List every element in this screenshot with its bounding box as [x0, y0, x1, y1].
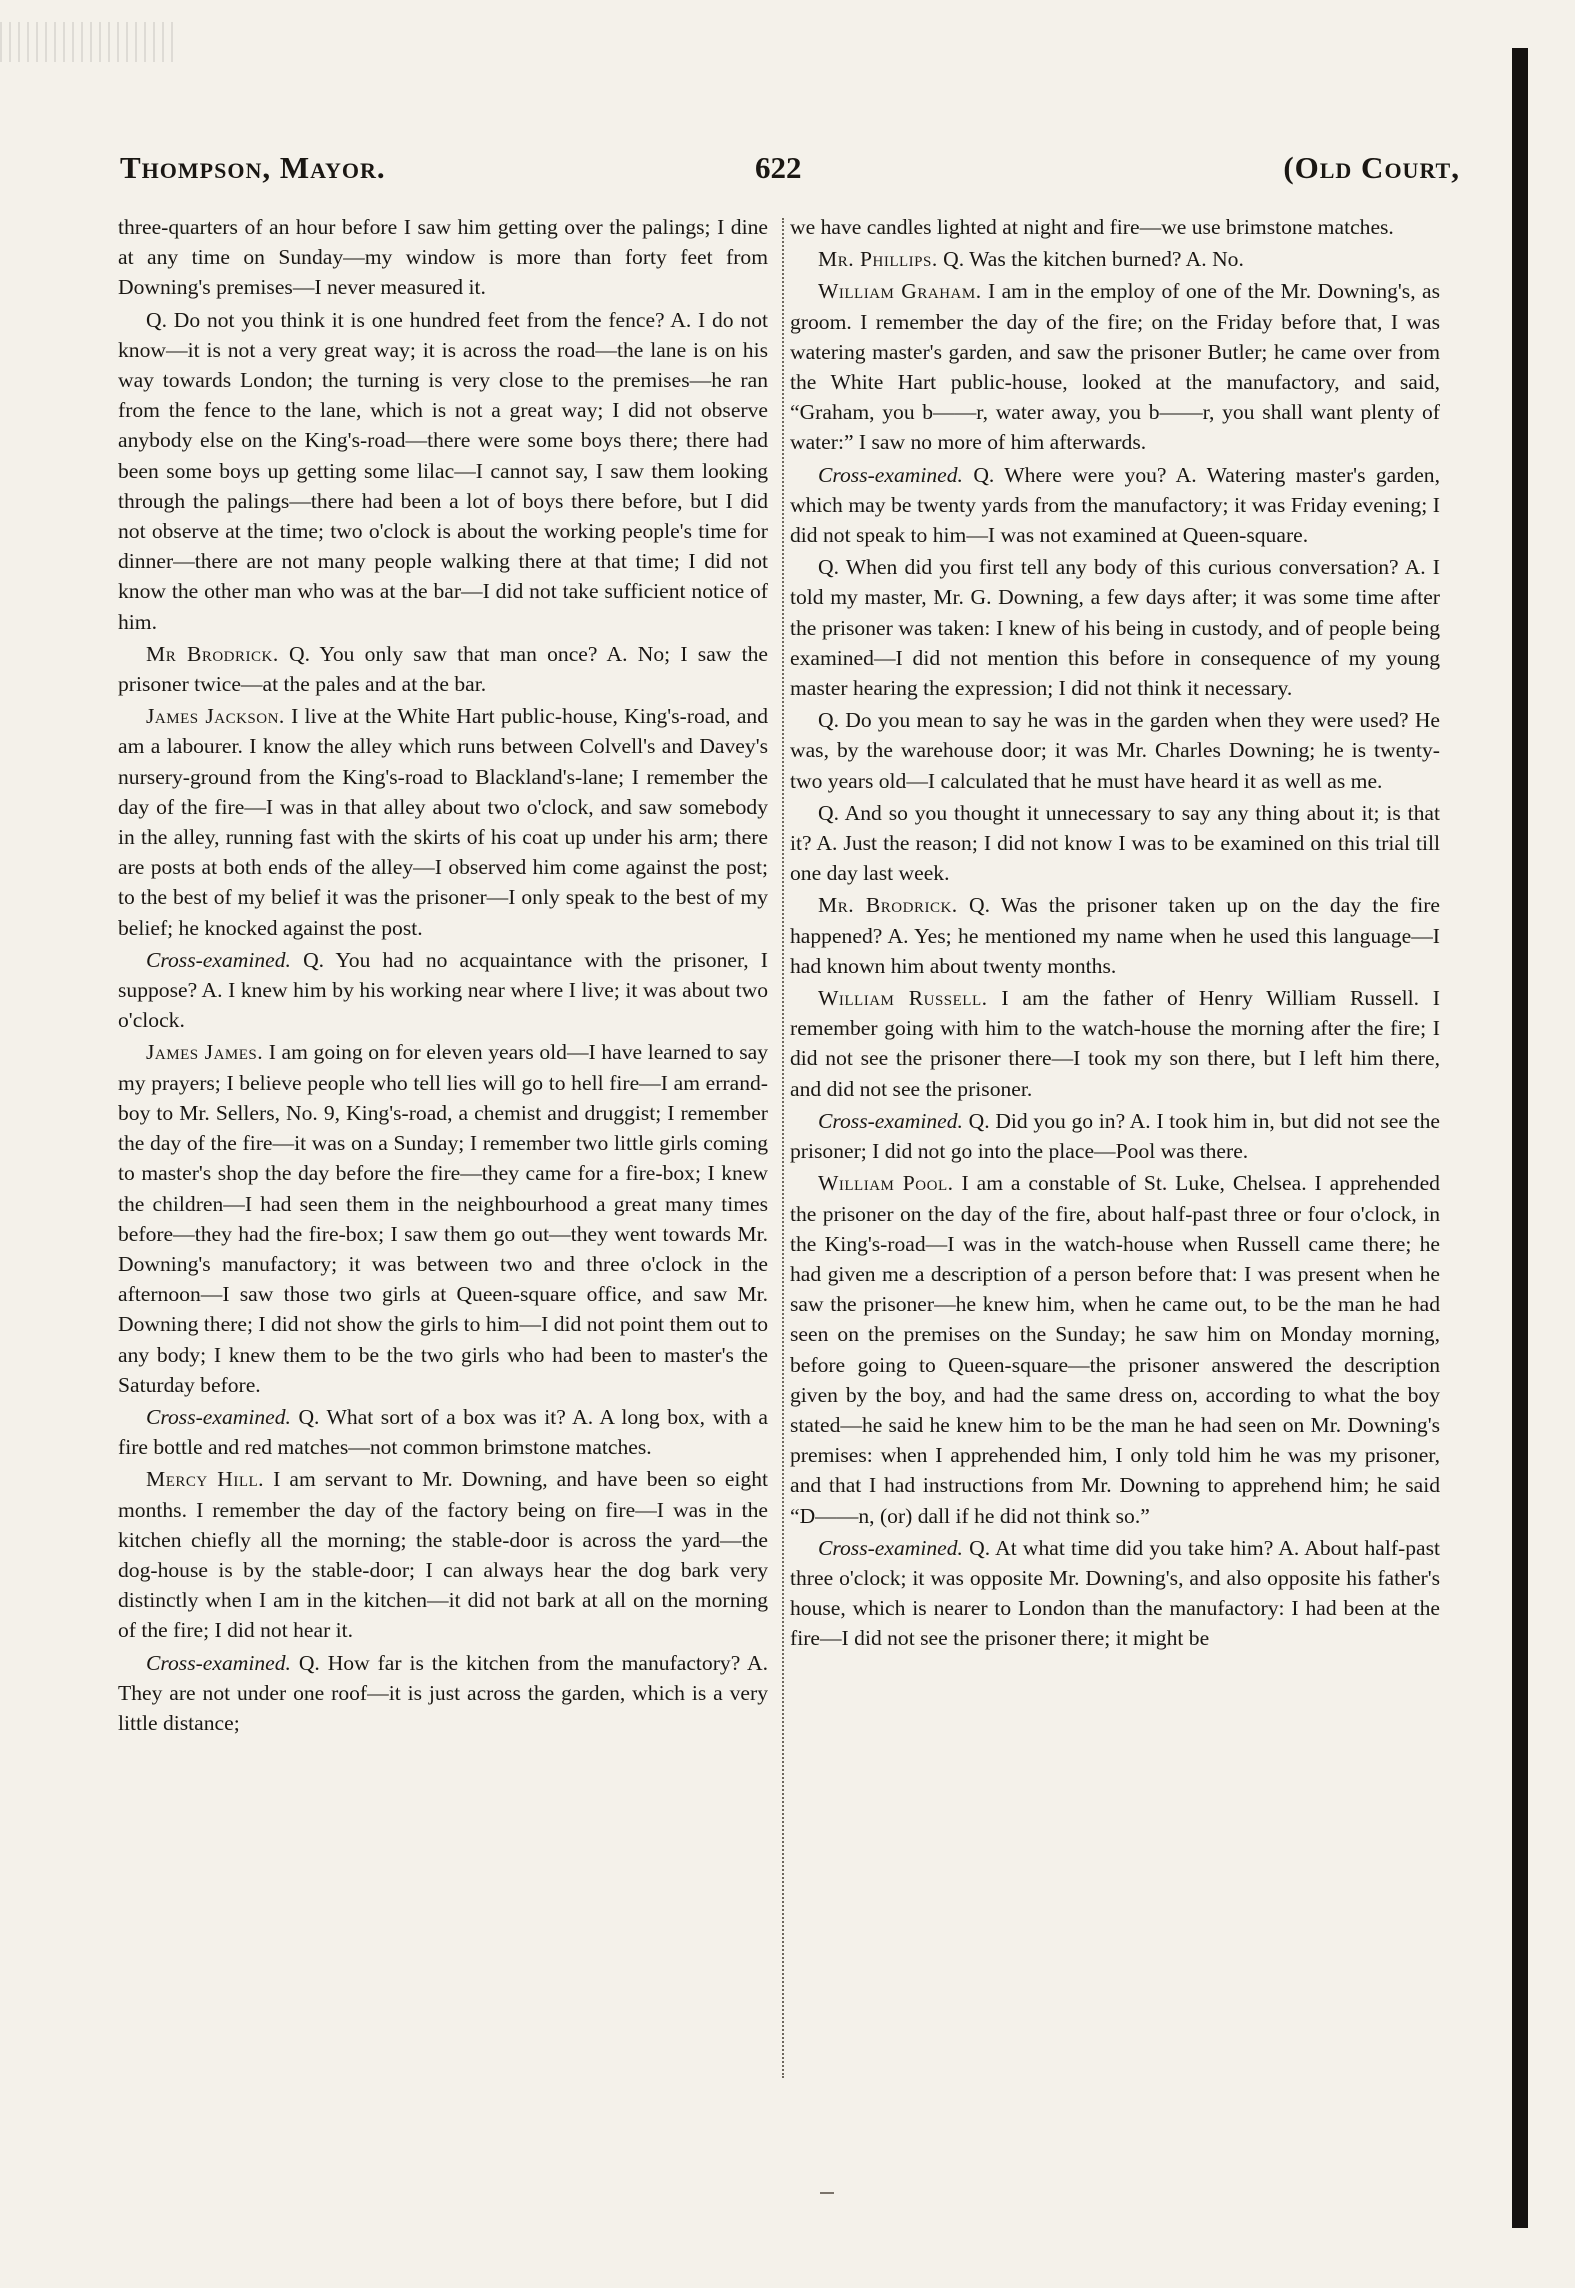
paragraph-text: I am the father of Henry William Russell. I remember going with him to the watch-house the morning after the fire; I did not see the prisoner there—I took my son there, but I left him there, and did not see the prisoner.	[790, 986, 1440, 1101]
paragraph	[118, 305, 768, 637]
paragraph	[118, 1402, 768, 1462]
speaker-name: Mercy Hill.	[146, 1467, 265, 1492]
speaker-name: William Russell.	[818, 986, 988, 1011]
header-left: Thompson, Mayor.	[120, 150, 386, 185]
paragraph	[118, 701, 768, 943]
paragraph	[790, 460, 1440, 551]
paragraph	[790, 705, 1440, 796]
cross-examined-label: Cross-examined.	[818, 1535, 963, 1560]
cross-examined-label: Cross-examined.	[146, 947, 291, 972]
paragraph-text: Q. Did you go in? A. I took him in, but did not see the prisoner; I did not go into the place—Pool was there.	[790, 1108, 1440, 1164]
speaker-name: William Graham.	[818, 279, 982, 304]
running-header	[120, 150, 1460, 200]
cross-examined-label: Cross-examined.	[146, 1650, 291, 1675]
cross-examined-label: Cross-examined.	[818, 1108, 963, 1133]
paragraph	[790, 1168, 1440, 1530]
paragraph	[118, 1648, 768, 1739]
paragraph-text: Q. Do not you think it is one hundred feet from the fence? A. I do not know—it is not a very great way; it is across the road—the lane is on his way towards London; the turning is very close to the premises—he ran from the fence to the lane, which is not a great way; I did not observe anybody else on the King's-road—there were some boys there; there had been some boys up getting some lilac—I cannot say, I saw them looking through the palings—there had been a lot of boys there before, but I did not observe at the time; two o'clock is about the working people's time for dinner—there are not many people walking there at that time; I did not know the other man who was at the bar—I did not take sufficient notice of him.	[118, 307, 768, 634]
paragraph-text: Q. Was the kitchen burned? A. No.	[943, 247, 1244, 272]
paragraph-text: three-quarters of an hour before I saw him getting over the palings; I dine at any time on Sunday—my window is more than forty feet from Downing's premises—I never measured it.	[118, 215, 768, 300]
speaker-name: Mr. Brodrick.	[818, 893, 958, 918]
paragraph-text: Q. Do you mean to say he was in the garden when they were used? He was, by the warehouse door; it was Mr. Charles Downing; he is twenty-two years old—I calculated that he must have heard it as well as me.	[790, 708, 1440, 793]
paragraph	[790, 552, 1440, 703]
right-column	[790, 212, 1440, 1656]
column-rule	[782, 218, 784, 2078]
paragraph-text: Q. When did you first tell any body of this curious conversation? A. I told my master, Mr. G. Downing, a few days after; it was some time after the prisoner was taken: I knew of his being in custody, and of people being examined—I did not mention this before in consequence of my young master hearing the expression; I did not think it necessary.	[790, 555, 1440, 701]
speaker-name: James James.	[146, 1040, 264, 1065]
paragraph-text: I am going on for eleven years old—I have learned to say my prayers; I believe people who tell lies will go to hell fire—I am errand-boy to Mr. Sellers, No. 9, King's-road, a chemist and druggist; I remember the day of the fire—it was on a Sunday; I remember two little girls coming to master's shop the day before the fire—they came for a fire-box; I knew the children—I had seen them in the neighbourhood a great many times before—they had the fire-box; I saw them go out—they went towards Mr. Downing's manufactory; it was between two and three o'clock in the afternoon—I saw those two girls at Queen-square office, and saw Mr. Downing there; I did not show the girls to him—I did not point them out to any body; I knew them to be the two girls who had been to master's the Saturday before.	[118, 1040, 768, 1397]
page-number: 622	[755, 150, 802, 185]
left-column	[118, 212, 768, 1740]
cross-examined-label: Cross-examined.	[818, 462, 963, 487]
paragraph	[790, 983, 1440, 1104]
speaker-name: Mr Brodrick.	[146, 641, 279, 666]
paragraph-text: Q. Was the prisoner taken up on the day the fire happened? A. Yes; he mentioned my name when he used this language—I had known him about twenty months.	[790, 893, 1440, 978]
paragraph	[118, 1464, 768, 1645]
paragraph-text: Q. How far is the kitchen from the manufactory? A. They are not under one roof—it is just across the garden, which is a very little distance;	[118, 1650, 768, 1735]
paragraph	[790, 244, 1440, 274]
paragraph-text: Q. What sort of a box was it? A. A long box, with a fire bottle and red matches—not common brimstone matches.	[118, 1404, 768, 1460]
scan-noise	[0, 22, 180, 62]
paragraph	[118, 1037, 768, 1399]
page-mark	[820, 2192, 834, 2194]
paragraph-text: Q. And so you thought it unnecessary to say any thing about it; is that it? A. Just the reason; I did not know I was to be examined on this trial till one day last week.	[790, 800, 1440, 886]
paragraph	[790, 798, 1440, 889]
paragraph	[790, 276, 1440, 457]
paragraph-text: I live at the White Hart public-house, King's-road, and am a labourer. I know the alley which runs between Colvell's and Davey's nursery-ground from the King's-road to Blackland's-lane; I remember the day of the fire—I was in that alley about two o'clock, and saw somebody in the alley, running fast with the skirts of his coat up under his arm; there are posts at both ends of the alley—I observed him come against the post; to the best of my belief it was the prisoner—I only speak to the best of my belief; he knocked against the post.	[118, 704, 768, 940]
speaker-name: Mr. Phillips.	[818, 247, 938, 272]
speaker-name: William Pool.	[818, 1171, 954, 1196]
paragraph	[790, 890, 1440, 981]
cross-examined-label: Cross-examined.	[146, 1404, 291, 1429]
paragraph	[790, 1106, 1440, 1166]
paragraph	[790, 1533, 1440, 1654]
header-right: (Old Court,	[1283, 150, 1460, 185]
paragraph	[118, 945, 768, 1036]
paragraph	[790, 212, 1440, 242]
paragraph	[118, 639, 768, 699]
paragraph-text: I am in the employ of one of the Mr. Downing's, as groom. I remember the day of the fire; on the Friday before that, I was watering master's garden, and saw the prisoner Butler; he came over from the White Hart public-house, looked at the manufactory, and said, “Graham, you b——r, water away, you b——r, you shall want plenty of water:” I saw no more of him afterwards.	[790, 279, 1440, 455]
paragraph	[118, 212, 768, 303]
paragraph-text: I am a constable of St. Luke, Chelsea. I apprehended the prisoner on the day of the fire, about half-past three or four o'clock, in the King's-road—I was in the watch-house when Russell came there; he had given me a description of a person before that: I was present when he saw the prisoner—he knew him, when he came out, to be the man he had seen on the premises on the Sunday; he saw him on Monday morning, before going to Queen-square—the prisoner answered the description given by the boy, and had the same dress on, according to what the boy stated—he said he knew him to be the man he had seen on Mr. Downing's premises: when I apprehended him, I only told him he was my prisoner, and that I had instructions from Mr. Downing to apprehend him; he said “D——n, (or) dall if he did not think so.”	[790, 1171, 1440, 1528]
paragraph-text: Q. At what time did you take him? A. About half-past three o'clock; it was opposite Mr. Downing's, and also opposite his father's house, which is nearer to London than the manufactory: I had been at the fire—I did not see the prisoner there; it might be	[790, 1535, 1440, 1651]
paragraph-text: I am servant to Mr. Downing, and have been so eight months. I remember the day of the factory being on fire—I was in the kitchen chiefly all the morning; the stable-door is across the yard—the dog-house is by the stable-door; I can always hear the dog bark very distinctly when I am in the kitchen—it did not bark at all on the morning of the fire; I did not hear it.	[118, 1467, 768, 1643]
speaker-name: James Jackson.	[146, 704, 285, 729]
paragraph-text: we have candles lighted at night and fire—we use brimstone matches.	[790, 215, 1394, 239]
paragraph-text: Q. Where were you? A. Watering master's garden, which may be twenty yards from the manufactory; it was Friday evening; I did not speak to him—I was not examined at Queen-square.	[790, 462, 1440, 548]
paragraph-text: Q. You had no acquaintance with the prisoner, I suppose? A. I knew him by his working near where I live; it was about two o'clock.	[118, 947, 768, 1033]
scan-binding-edge	[1512, 48, 1528, 2228]
paragraph-text: Q. You only saw that man once? A. No; I saw the prisoner twice—at the pales and at the bar.	[118, 641, 768, 697]
